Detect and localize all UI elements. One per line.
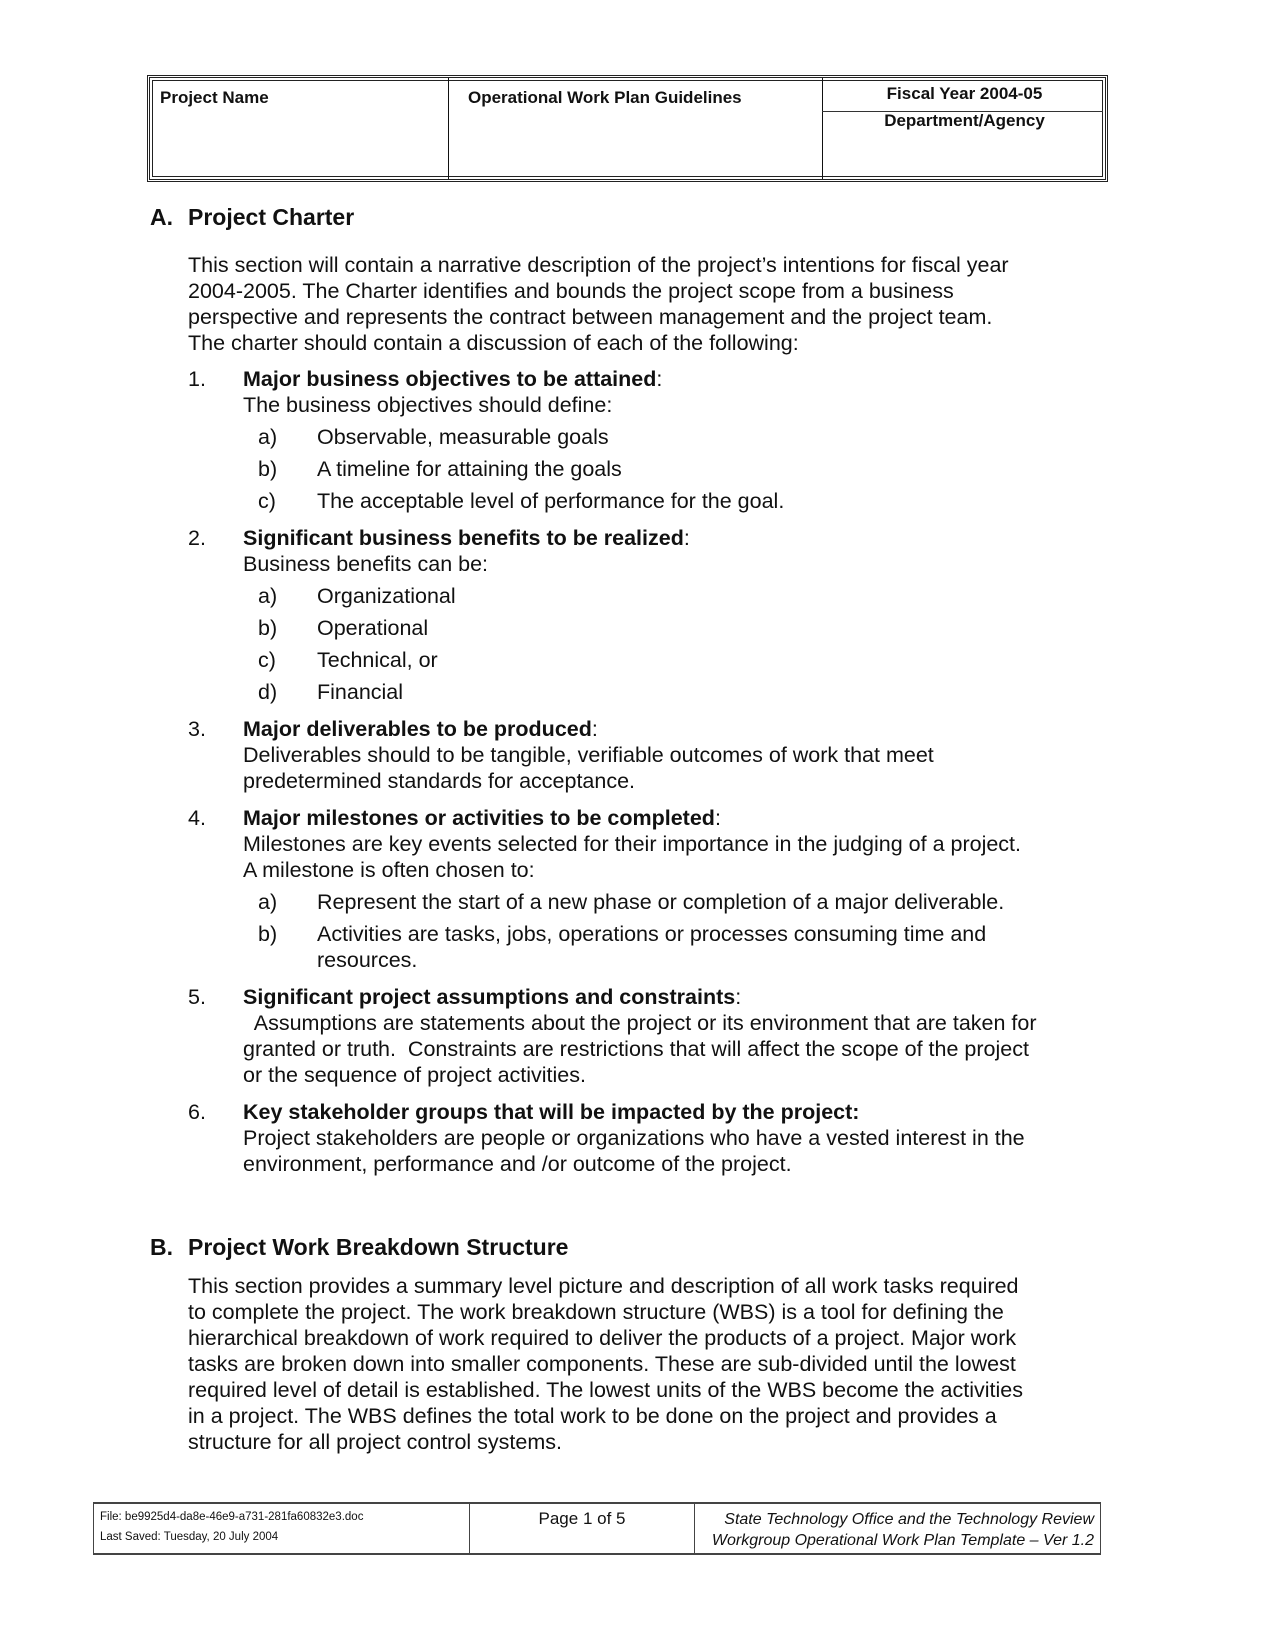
paragraph-line: in a project. The WBS defines the total work to be done on the project and provides a: [188, 1404, 997, 1428]
sub-item-text: Observable, measurable goals: [317, 425, 609, 449]
list-item-text: environment, performance and /or outcome of the project.: [243, 1152, 792, 1176]
sub-item-letter: c): [258, 489, 276, 513]
list-item-title-text: Significant project assumptions and constraints: [243, 985, 736, 1009]
list-item-title-text: Major business objectives to be attained: [243, 367, 657, 391]
sub-item-letter: a): [258, 584, 278, 608]
document-title: Operational Work Plan Guidelines: [468, 88, 742, 107]
footer-org-line-1: State Technology Office and the Technology Review: [724, 1511, 1094, 1528]
list-item-number: 1.: [188, 367, 206, 391]
sub-item-letter: b): [258, 922, 278, 946]
section-heading: Project Charter: [188, 204, 355, 230]
sub-item-text: Operational: [317, 616, 429, 640]
fiscal-year: Fiscal Year 2004-05: [886, 84, 1043, 103]
paragraph-line: perspective and represents the contract between management and the project team.: [188, 305, 993, 329]
paragraph-line: to complete the project. The work breakdown structure (WBS) is a tool for defining the: [188, 1300, 1004, 1324]
sub-item-letter: c): [258, 648, 276, 672]
list-item-number: 3.: [188, 717, 206, 741]
list-item-text: or the sequence of project activities.: [243, 1063, 586, 1087]
list-item-number: 6.: [188, 1100, 206, 1124]
list-item-title-text: Major milestones or activities to be completed: [243, 806, 715, 830]
sub-item-text: The acceptable level of performance for the goal.: [317, 489, 785, 513]
department-agency-label: Department/Agency: [884, 111, 1045, 130]
list-item-title-suffix: :: [656, 367, 663, 391]
sub-item-text: Financial: [317, 680, 404, 704]
page-number: Page 1 of 5: [538, 1509, 626, 1528]
sub-item-letter: d): [258, 680, 278, 704]
section-letter: A.: [150, 204, 173, 230]
paragraph-line: This section will contain a narrative description of the project’s intentions for fiscal year: [188, 253, 1009, 277]
section-letter: B.: [150, 1234, 173, 1260]
list-item-text: predetermined standards for acceptance.: [243, 769, 636, 793]
sub-item-letter: b): [258, 616, 278, 640]
list-item-title: [243, 1099, 859, 1125]
list-item-title-suffix: :: [683, 526, 690, 550]
sub-item-letter: b): [258, 457, 278, 481]
sub-item-text: Activities are tasks, jobs, operations or processes consuming time and: [317, 922, 987, 946]
footer-file-name: File: be9925d4-da8e-46e9-a731-281fa60832e3.doc: [100, 1511, 364, 1523]
list-item-text: Deliverables should to be tangible, verifiable outcomes of work that meet: [243, 743, 934, 767]
sub-item-text: Organizational: [317, 584, 456, 608]
paragraph-line: The charter should contain a discussion of each of the following:: [188, 331, 799, 355]
paragraph-line: structure for all project control systems.: [188, 1430, 562, 1454]
list-item-text: Business benefits can be:: [243, 552, 489, 576]
list-item-text: Project stakeholders are people or organizations who have a vested interest in the: [243, 1126, 1025, 1150]
sub-item-letter: a): [258, 890, 278, 914]
paragraph-line: This section provides a summary level picture and description of all work tasks required: [188, 1274, 1019, 1298]
sub-item-text: A timeline for attaining the goals: [317, 457, 622, 481]
list-item-title-text: Key stakeholder groups that will be impacted by the project:: [243, 1100, 860, 1124]
paragraph-line: hierarchical breakdown of work required to deliver the products of a project. Major work: [188, 1326, 1017, 1350]
document-footer: [93, 1502, 1101, 1555]
sub-item-letter: a): [258, 425, 278, 449]
list-item-title-suffix: :: [714, 806, 721, 830]
list-item-number: 5.: [188, 985, 206, 1009]
paragraph-line: tasks are broken down into smaller components. These are sub-divided until the lowest: [188, 1352, 1016, 1376]
list-item-title-suffix: :: [591, 717, 598, 741]
list-item-title-text: Major deliverables to be produced: [243, 717, 592, 741]
list-item-text: Milestones are key events selected for their importance in the judging of a project.: [243, 832, 1021, 856]
list-item-title: [243, 984, 741, 1010]
section-heading: Project Work Breakdown Structure: [188, 1234, 569, 1260]
document-header-table: [147, 75, 1108, 182]
list-item-title: [243, 366, 662, 392]
list-item-number: 4.: [188, 806, 206, 830]
list-item-title: [243, 805, 721, 831]
list-item-title: [243, 525, 690, 551]
project-name-label: Project Name: [160, 88, 269, 107]
header-divider: [448, 78, 449, 179]
list-item-text: Assumptions are statements about the project or its environment that are taken for: [243, 1011, 1037, 1035]
paragraph-line: 2004-2005. The Charter identifies and bounds the project scope from a business: [188, 279, 954, 303]
list-item-text: The business objectives should define:: [243, 393, 613, 417]
list-item-number: 2.: [188, 526, 206, 550]
footer-divider: [694, 1504, 695, 1553]
sub-item-text: resources.: [317, 948, 418, 972]
list-item-title-suffix: :: [735, 985, 742, 1009]
sub-item-text: Represent the start of a new phase or completion of a major deliverable.: [317, 890, 1005, 914]
list-item-text: granted or truth. Constraints are restrictions that will affect the scope of the project: [243, 1037, 1029, 1061]
footer-last-saved: Last Saved: Tuesday, 20 July 2004: [100, 1531, 279, 1543]
footer-org-line-2: Workgroup Operational Work Plan Template – Ver 1.2: [711, 1532, 1094, 1549]
sub-item-text: Technical, or: [317, 648, 438, 672]
list-item-text: A milestone is often chosen to:: [243, 858, 535, 882]
list-item-title-text: Significant business benefits to be realized: [243, 526, 684, 550]
paragraph-line: required level of detail is established. The lowest units of the WBS become the activities: [188, 1378, 1023, 1402]
list-item-title: [243, 716, 598, 742]
